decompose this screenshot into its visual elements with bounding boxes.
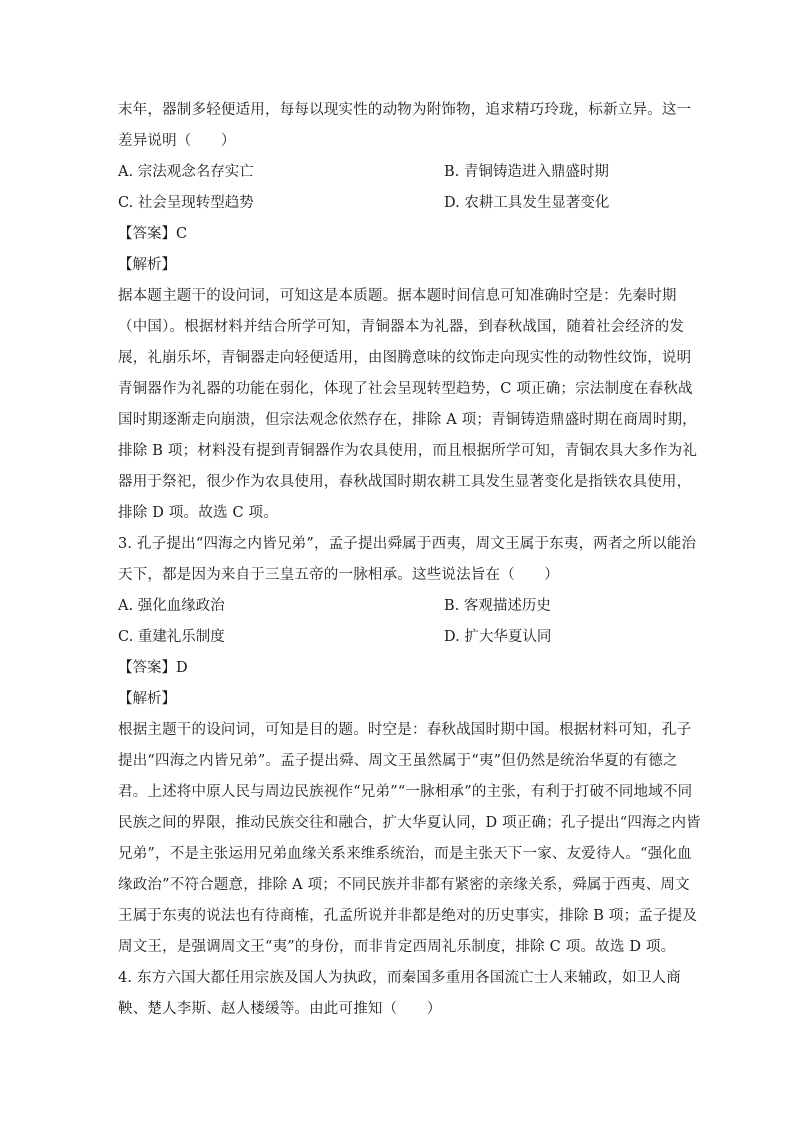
q2-analysis-line: 青铜器作为礼器的功能在弱化，体现了社会呈现转型趋势，C 项正确；宗法制度在春秋战 <box>118 381 693 397</box>
q2-analysis-line: 排除 B 项；材料没有提到青铜器作为农具使用，而且根据所学可知，青铜农具大多作为礼 <box>118 443 698 459</box>
q3-analysis-line: 周文王，是强调周文王“夷”的身份，而非肯定西周礼乐制度，排除 C 项。故选 D 项。 <box>118 939 676 955</box>
q2-option-b: B. 青铜铸造进入鼎盛时期 <box>444 164 609 180</box>
q3-option-d: D. 扩大华夏认同 <box>444 629 552 645</box>
q2-analysis-line: 展，礼崩乐坏，青铜器走向轻便适用，由图腾意味的纹饰走向现实性的动物性纹饰，说明 <box>118 350 692 366</box>
q3-analysis-line: 兄弟”，不是主张运用兄弟血缘关系来维系统治，而是主张天下一家、友爱待人。“强化血 <box>118 846 692 862</box>
q3-stem-line-2: 天下，都是因为来自于三皇五帝的一脉相承。这些说法旨在（ ） <box>118 567 559 583</box>
q3-stem-line-1: 3. 孔子提出“四海之内皆兄弟”，孟子提出舜属于西夷，周文王属于东夷，两者之所以能治 <box>118 536 697 552</box>
q2-stem-line-2: 差异说明（ ） <box>118 133 236 149</box>
q2-options-row-2 <box>118 188 678 219</box>
q2-analysis-line: 国时期逐渐走向崩溃，但宗法观念依然存在，排除 A 项；青铜铸造鼎盛时期在商周时期， <box>118 412 697 428</box>
q3-option-a: A. 强化血缘政治 <box>118 598 225 614</box>
q3-analysis-line: 君。上述将中原人民与周边民族视作“兄弟”“一脉相承”的主张，有利于打破不同地域不同 <box>118 784 693 800</box>
q2-analysis-label: 【解析】 <box>118 257 176 273</box>
q4-stem-line-1: 4. 东方六国大都任用宗族及国人为执政，而秦国多重用各国流亡士人来辅政，如卫人商 <box>118 970 681 986</box>
q3-analysis-label: 【解析】 <box>118 691 176 707</box>
q3-analysis-line: 缘政治”不符合题意，排除 A 项；不同民族并非都有紧密的亲缘关系，舜属于西夷、周文 <box>118 877 690 893</box>
q2-option-c: C. 社会呈现转型趋势 <box>118 195 254 211</box>
q2-analysis-line: 据本题主题干的设问词，可知这是本质题。据本题时间信息可知准确时空是：先秦时期 <box>118 288 677 304</box>
document-page <box>118 95 701 1025</box>
q2-analysis-line: （中国）。根据材料并结合所学可知，青铜器本为礼器，到春秋战国，随着社会经济的发 <box>118 319 685 335</box>
q3-option-c: C. 重建礼乐制度 <box>118 629 225 645</box>
q3-analysis-line: 王属于东夷的说法也有待商榷，孔孟所说并非都是绝对的历史事实，排除 B 项；孟子提及 <box>118 908 698 924</box>
q3-option-b: B. 客观描述历史 <box>444 598 551 614</box>
q3-options-row-1 <box>118 591 678 622</box>
q2-stem-line-1: 末年，器制多轻便适用，每每以现实性的动物为附饰物，追求精巧玲珑，标新立异。这一 <box>118 102 692 118</box>
q3-analysis-line: 提出“四海之内皆兄弟”。孟子提出舜、周文王虽然属于“夷”但仍然是统治华夏的有德之 <box>118 753 678 769</box>
q3-analysis-line: 民族之间的界限，推动民族交往和融合，扩大华夏认同，D 项正确；孔子提出“四海之内皆 <box>118 815 701 831</box>
q2-analysis-line: 排除 D 项。故选 C 项。 <box>118 505 278 521</box>
q2-analysis-line: 器用于祭祀，很少作为农具使用，春秋战国时期农耕工具发生显著变化是指铁农具使用， <box>118 474 692 490</box>
q4-stem-line-2: 鞅、楚人李斯、赵人楼缓等。由此可推知（ ） <box>118 1001 442 1017</box>
q2-option-a: A. 宗法观念名存实亡 <box>118 164 254 180</box>
q3-options-row-2 <box>118 622 678 653</box>
q2-answer: 【答案】C <box>118 226 188 242</box>
q2-options-row-1 <box>118 157 678 188</box>
q2-option-d: D. 农耕工具发生显著变化 <box>444 195 610 211</box>
q3-analysis-line: 根据主题干的设问词，可知是目的题。时空是：春秋战国时期中国。根据材料可知，孔子 <box>118 722 692 738</box>
q3-answer: 【答案】D <box>118 660 188 676</box>
